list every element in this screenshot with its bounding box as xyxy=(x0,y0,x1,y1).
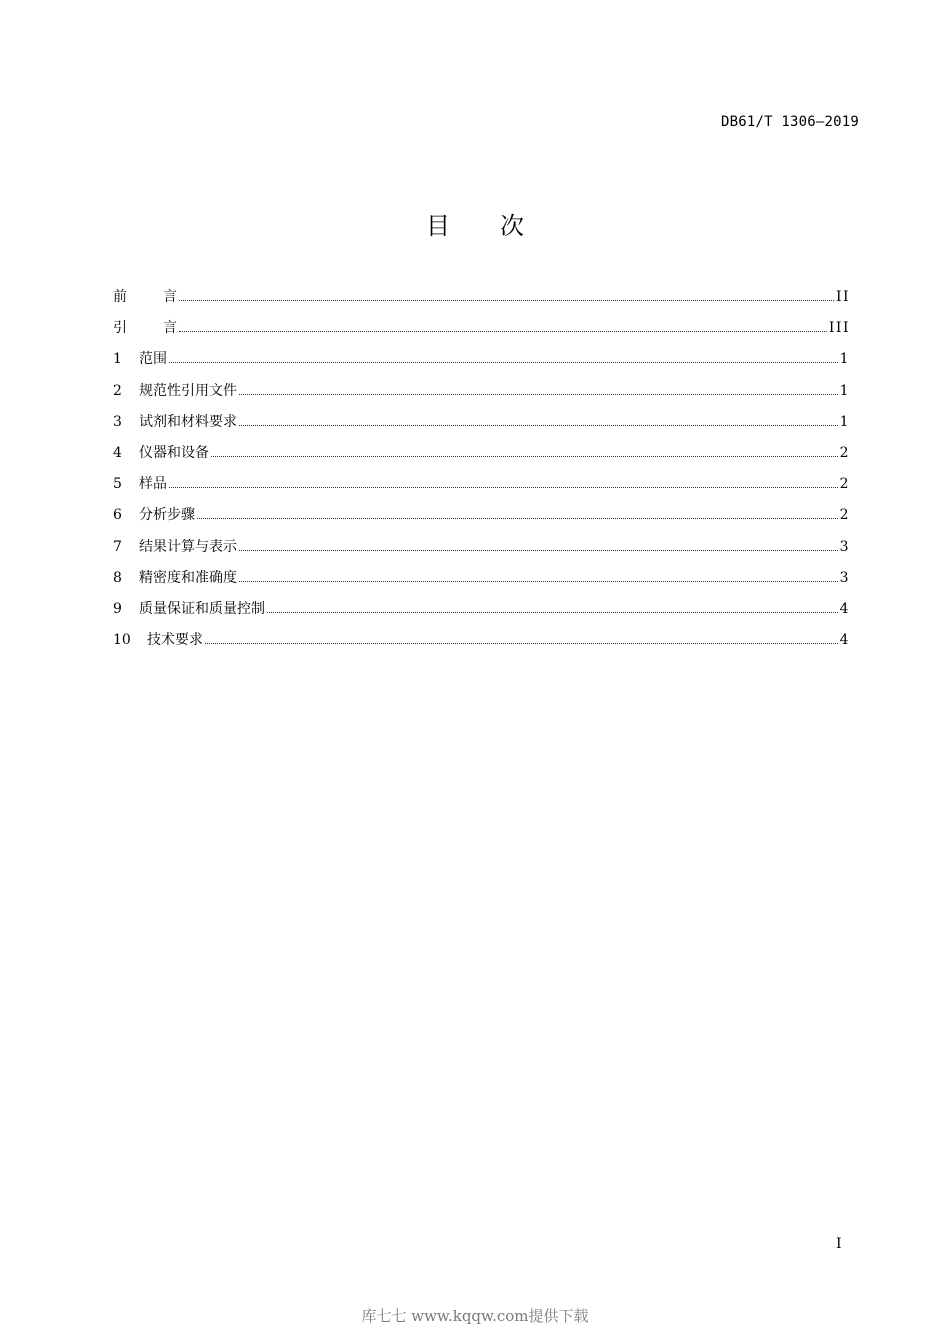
toc-leader xyxy=(169,361,838,363)
toc-leader xyxy=(211,455,838,457)
toc-entry-page: 4 xyxy=(839,600,850,617)
page-number: I xyxy=(836,1236,842,1252)
toc-entry-number: 3 xyxy=(113,413,122,430)
toc-entry-page: 3 xyxy=(839,538,850,555)
toc-entry-number: 1 xyxy=(113,351,122,368)
toc-entry-3[interactable] xyxy=(113,411,850,442)
toc-title-part2: 次 xyxy=(500,212,524,240)
toc-entry-page: 1 xyxy=(839,382,850,399)
toc-entry-number: 9 xyxy=(113,600,122,617)
toc-entry-label: 精密度和准确度 xyxy=(139,569,237,586)
toc-entry-label: 质量保证和质量控制 xyxy=(139,600,265,617)
toc-entry-page: 1 xyxy=(839,413,850,430)
toc-entry-label: 规范性引用文件 xyxy=(139,382,237,399)
toc-title xyxy=(0,206,950,241)
toc-entry-page: II xyxy=(835,289,850,305)
toc-entry-8[interactable] xyxy=(113,567,850,598)
toc-entry-label: 试剂和材料要求 xyxy=(139,413,237,430)
toc-leader xyxy=(267,611,838,613)
toc-entry-9[interactable] xyxy=(113,598,850,629)
toc-entry-label: 技术要求 xyxy=(147,632,203,649)
toc-entry-7[interactable] xyxy=(113,536,850,567)
toc-entry-page: 4 xyxy=(839,632,850,649)
toc-entry-number: 6 xyxy=(113,507,122,524)
toc-leader xyxy=(197,517,838,519)
toc-entry-number: 5 xyxy=(113,476,122,493)
toc-entry-label: 引 言 xyxy=(113,320,177,337)
toc-entry-page: III xyxy=(828,320,850,337)
toc-entry-5[interactable] xyxy=(113,473,850,504)
toc-entry-10[interactable] xyxy=(113,629,850,660)
toc-entry-label: 前 言 xyxy=(113,289,177,305)
footer-watermark-text: 库七七 www.kqqw.com提供下载 xyxy=(361,1307,589,1325)
standard-code: DB61/T 1306—2019 xyxy=(720,114,859,130)
toc-entry-label: 结果计算与表示 xyxy=(139,538,237,555)
toc-leader xyxy=(179,299,834,301)
toc-entry-foreword[interactable] xyxy=(113,286,850,317)
toc-entry-4[interactable] xyxy=(113,442,850,473)
toc-entry-label: 仪器和设备 xyxy=(139,444,209,461)
toc-leader xyxy=(239,549,838,551)
toc-entry-number: 7 xyxy=(113,538,122,555)
toc-leader xyxy=(179,330,827,332)
toc-leader xyxy=(239,580,838,582)
toc-entry-introduction[interactable] xyxy=(113,317,850,348)
toc-entry-number: 10 xyxy=(113,632,131,649)
toc-entry-label: 范围 xyxy=(139,351,167,368)
toc-list xyxy=(113,286,850,660)
toc-entry-number: 4 xyxy=(113,444,122,461)
toc-entry-page: 3 xyxy=(839,569,850,586)
toc-leader xyxy=(169,486,838,488)
toc-leader xyxy=(205,642,838,644)
toc-entry-label: 样品 xyxy=(139,476,167,493)
toc-entry-page: 2 xyxy=(839,507,850,524)
toc-entry-number: 8 xyxy=(113,569,122,586)
toc-entry-label: 分析步骤 xyxy=(139,507,195,524)
toc-title-part1: 目 xyxy=(426,212,450,240)
toc-leader xyxy=(239,393,838,395)
toc-entry-number: 2 xyxy=(113,382,122,399)
toc-entry-page: 2 xyxy=(839,476,850,493)
toc-entry-2[interactable] xyxy=(113,380,850,411)
toc-entry-page: 1 xyxy=(839,351,850,368)
toc-entry-1[interactable] xyxy=(113,348,850,379)
toc-entry-page: 2 xyxy=(839,444,850,461)
toc-entry-6[interactable] xyxy=(113,504,850,535)
toc-leader xyxy=(239,424,838,426)
